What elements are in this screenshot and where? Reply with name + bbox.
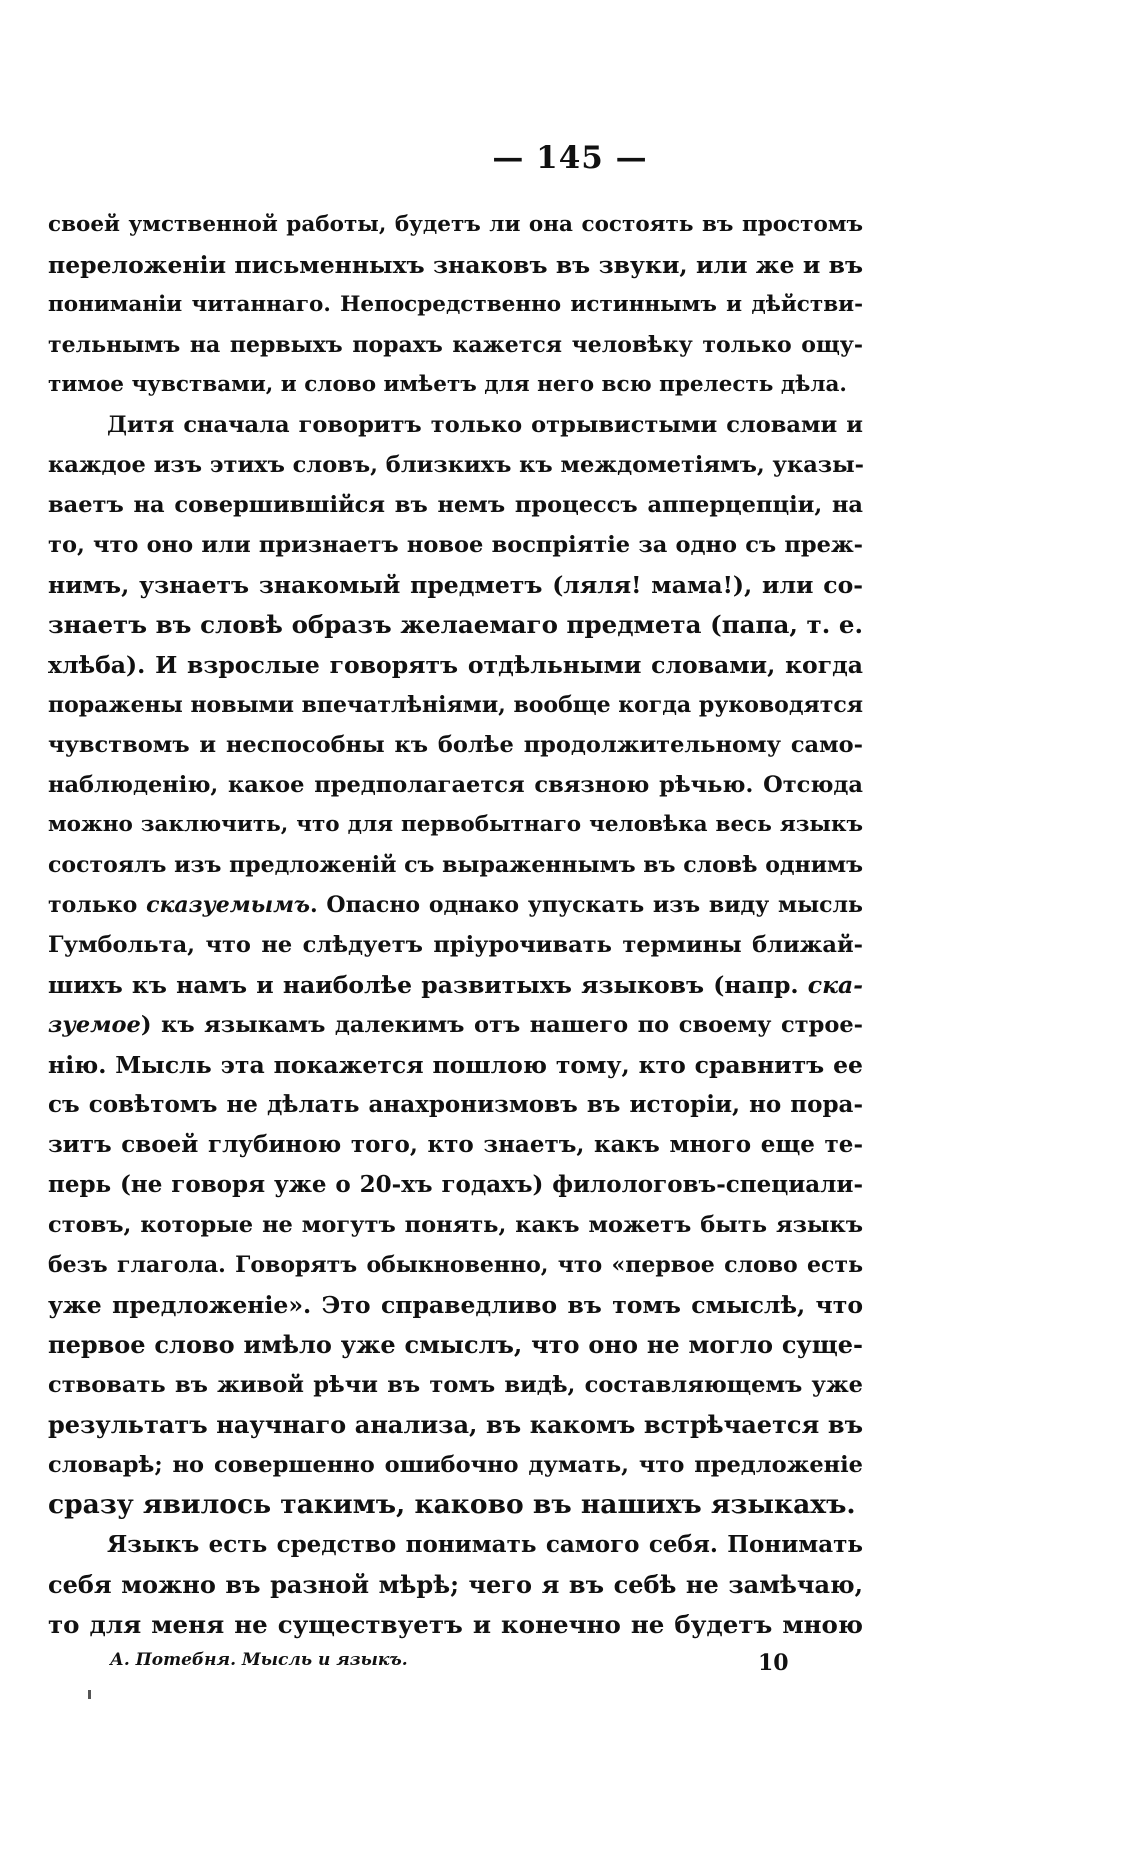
- text-line: Гумбольта, что не слѣдуетъ пріурочивать термины ближай-: [48, 932, 863, 958]
- italic-term: сказуемымъ: [146, 892, 311, 918]
- text-line: безъ глагола. Говорятъ обыкновенно, что «первое слово есть: [48, 1252, 863, 1278]
- text-line: хлѣба). И взрослые говорятъ отдѣльными словами, когда: [48, 651, 863, 679]
- italic-term: зуемое: [48, 1012, 141, 1038]
- page-number: — 145 —: [492, 140, 648, 176]
- text-line-mixed: [48, 885, 863, 925]
- text-fragment: только: [48, 892, 138, 918]
- text-line: переложеніи письменныхъ знаковъ въ звуки, или же и въ: [48, 251, 863, 279]
- text-line: результатъ научнаго анализа, въ какомъ встрѣчается въ: [48, 1410, 863, 1439]
- text-line: знаетъ въ словѣ образъ желаемаго предмета (папа, т. е.: [48, 610, 863, 639]
- text-line: Дитя сначала говоритъ только отрывистыми словами и: [107, 412, 863, 438]
- text-fragment: шихъ къ намъ и наиболѣе развитыхъ языковъ (напр.: [48, 971, 799, 999]
- text-line: можно заключить, что для первобытнаго человѣка весь языкъ: [48, 812, 863, 837]
- text-line: зитъ своей глубиною того, кто знаетъ, какъ много еще те-: [48, 1131, 863, 1158]
- text-line: состоялъ изъ предложеній съ выраженнымъ въ словѣ однимъ: [48, 852, 863, 878]
- text-line: съ совѣтомъ не дѣлать анахронизмовъ въ исторіи, но пора-: [48, 1091, 863, 1118]
- signature-mark: 10: [758, 1650, 789, 1676]
- running-footer-title: А. Потебня. Мысль и языкъ.: [110, 1650, 408, 1670]
- text-line: словарѣ; но совершенно ошибочно думать, что предложеніе: [48, 1452, 863, 1478]
- text-line: Языкъ есть средство понимать самого себя. Понимать: [107, 1531, 863, 1558]
- text-line: поражены новыми впечатлѣніями, вообще когда руководятся: [48, 692, 864, 718]
- text-line: уже предложеніе». Это справедливо въ томъ смыслѣ, что: [48, 1291, 863, 1319]
- italic-term: ска-: [807, 971, 863, 999]
- text-fragment: . Опасно однако упускать изъ виду мысль: [310, 892, 863, 918]
- text-line-mixed: [48, 1005, 863, 1045]
- text-line: своей умственной работы, будетъ ли она состоять въ простомъ: [48, 212, 863, 237]
- text-line: то для меня не существуетъ и конечно не будетъ мною: [48, 1610, 863, 1639]
- text-line: тимое чувствами, и слово имѣетъ для него всю прелесть дѣла.: [48, 372, 847, 397]
- text-line: ваетъ на совершившійся въ немъ процессъ апперцепціи, на: [48, 492, 863, 518]
- text-line: себя можно въ разной мѣрѣ; чего я въ себѣ не замѣчаю,: [48, 1570, 863, 1599]
- text-line: тельнымъ на первыхъ порахъ кажется человѣку только ощу-: [48, 332, 863, 358]
- print-speck: [88, 1690, 91, 1699]
- text-line: то, что оно или признаетъ новое воспріятіе за одно съ преж-: [48, 532, 863, 558]
- text-line: перь (не говоря уже о 20-хъ годахъ) филологовъ-специали-: [48, 1171, 863, 1198]
- text-line: ствовать въ живой рѣчи въ томъ видѣ, составляющемъ уже: [48, 1372, 863, 1398]
- text-line: нію. Мысль эта покажется пошлою тому, кто сравнитъ ее: [48, 1051, 863, 1079]
- text-line-mixed: [48, 965, 863, 1005]
- text-line: пониманіи читаннаго. Непосредственно истиннымъ и дѣйстви-: [48, 292, 863, 317]
- text-fragment: ) къ языкамъ далекимъ отъ нашего по своему строе-: [140, 1012, 863, 1038]
- text-line: нимъ, узнаетъ знакомый предметъ (ляля! мама!), или со-: [48, 571, 863, 599]
- text-line: каждое изъ этихъ словъ, близкихъ къ междометіямъ, указы-: [48, 452, 865, 478]
- body-text: [48, 205, 863, 1645]
- text-line: первое слово имѣло уже смыслъ, что оно не могло суще-: [48, 1330, 863, 1359]
- text-line: сразу явилось такимъ, каково въ нашихъ языкахъ.: [48, 1489, 856, 1520]
- page-footer: [110, 1650, 810, 1682]
- text-line: наблюденію, какое предполагается связною рѣчью. Отсюда: [48, 772, 863, 798]
- text-line: чувствомъ и неспособны къ болѣе продолжительному само-: [48, 732, 863, 758]
- text-line: стовъ, которые не могутъ понять, какъ можетъ быть языкъ: [48, 1212, 863, 1238]
